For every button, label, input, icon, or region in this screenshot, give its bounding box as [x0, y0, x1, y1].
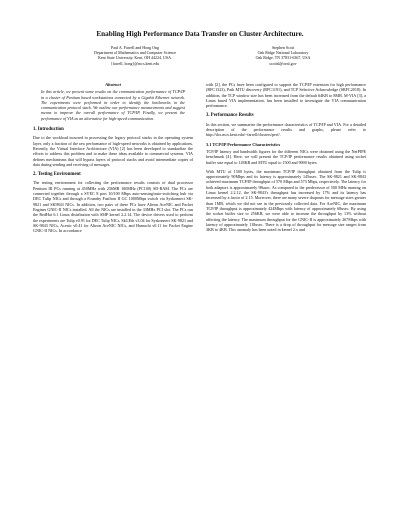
section-heading-testing: 2. Testing Environment	[33, 172, 81, 178]
author-inst: Oak Ridge, TN 37831-6367, USA	[255, 55, 311, 61]
tcpip-paragraph-2: With MTU of 1500 bytes, the maximum TCP/IP throughput obtained from the Tulip is approximately 90Mbps and its latency is approximately 145usec. The SK-9821 and SK-9843 achieved maximum TCP/IP throughput of 570 Mbps and 573 Mbps, respectively. The latency for both adaptors is approximately 98usec. As compared to the predecessor of 500 MHz running on Linux kernel 2.2.12, the SK-9843's throughput has increased by 17% and its latency has increased by a factor of 2.15. Moreover, there are many severe dropouts for message sizes greater than 1MB, which we did not see in the previously collected data. For AceNIC, the maximum TCP/IP throughput is approximately 424Mbps with latency of approximately 68usec. By using the socket buffer size to 256KB, we were able to increase the throughput by 13% without affecting the latency. The maximum throughput for the GNIC-II is approximately 267Mbps with latency of approximately 118usec. There is a drop of throughput for message size ranges from 3KB to 4KB. This anomaly has been noted in kernel 2.x and	[206, 168, 366, 233]
author-dept: Oak Ridge National Laboratory	[257, 50, 309, 56]
testing-text: The testing environment for collecting the performance results consists of dual processor Pentium III PCs running at 450MHz with 256MB 100MHz (PC100) SD-RAM. The PCs are connected together through a SVEC 8 port 10/100 Mbps auto-sensing/auto-switching hub via DEC Tulip NICs and through a Foundry FastIron II GC 1000Mbps switch via Syskonnect SK-9821 and SK9843 NICs. In addition, two pairs of these PCs have Alteon AceNIC and Packet Engines GNIC-II NICs installed. All the NICs are installed in the 33MHz PCI slot. The PCs run the RedHat 6.1 Linux distribution with SMP kernel 2.2.14. The device drivers used to perform the experiments are Tulip v0.91 for DEC Tulip NICs, SkGEth v3.04 for Syskonnect SK-9821 and SK-9843 NICs, Acenic v0.41 for Alteon AceNIC NICs, and Hamachi v0.11 for Packet Engine GNIC-II NICs. In accordance	[33, 180, 193, 234]
right-column	[206, 82, 366, 236]
continued-text: with [2], the PCs have been configured to support the TCP/IP extension for high performance (RFC1323), Path MTU discovery (RFC1191), and TCP Selective Acknowledge (SRFC2018). In addition, the TCP window size has been increased from the default 64KB to 8MB. M-VIA [3], a Linux based VIA implementation, has been installed to investigate the VIA communication performance.	[206, 82, 366, 109]
left-column	[33, 82, 193, 237]
results-text: In this section, we summarize the performance characteristics of TCP/IP and VIA. For a detailed description of the performance results and graphs, please refer to http://dcs.mcs.kent.edu/~farrell/clusters/perf/.	[206, 121, 366, 138]
tcpip-paragraph-1: TCP/IP latency and bandwidth figures for the different NICs were obtained using the NetPIPE benchmark [4]. Here, we will present the TCP/IP performance results obtained using socket buffer size equal to 128KB and MTU equal to 1500 and 9000 bytes.	[206, 148, 366, 165]
abstract-text: In this article, we present some results on the communication performance of TCP/IP in a cluster of Pentium based workstations connected by a Gigabit Ethernet network. The experiments were performed in order to identify the bottlenecks in the communication protocol stack. We outline our performance measurements and suggest means to improve the overall performance of TCP/IP. Finally, we present the performance of VIA as an alternative for high-speed communication.	[41, 89, 185, 121]
section-heading-introduction: 1. Introduction	[33, 127, 64, 133]
author-inst: Kent State University, Kent, OH 44224, USA.	[98, 55, 172, 61]
author-name: Paul A. Farrell and Hong Ong	[111, 45, 159, 50]
introduction-text: Due to the workload incurred in processing the legacy protocol stacks in the operating system layer, only a fraction of the raw performance of high-speed networks is obtained by applications. Recently, the Virtual Interface Architecture (VIA) [2] has been developed to standardize the efforts to address this problem and to make these ideas available to commercial systems. VIA defines mechanisms that will bypass layers of protocol stacks and avoid intermediate copies of data during sending and receiving of messages.	[33, 135, 193, 167]
author-email: {farrell, hong}@mcs.kent.edu	[110, 60, 160, 66]
paper-title: Enabling High Performance Data Transfer on Cluster Architecture.	[96, 30, 304, 38]
author-email: scottsl@ornl.gov	[269, 60, 297, 66]
author-name: Stephen Scott	[271, 45, 295, 50]
subsection-heading-tcpip: 3.1 TCP/IP Performance Characteristics	[206, 141, 281, 147]
author-dept: Department of Mathematics and Computer Science	[93, 50, 177, 56]
author-block-1	[60, 45, 210, 66]
section-heading-results: 3. Performance Results	[206, 113, 254, 119]
abstract-heading: Abstract	[105, 82, 121, 87]
author-block-2	[208, 45, 358, 66]
